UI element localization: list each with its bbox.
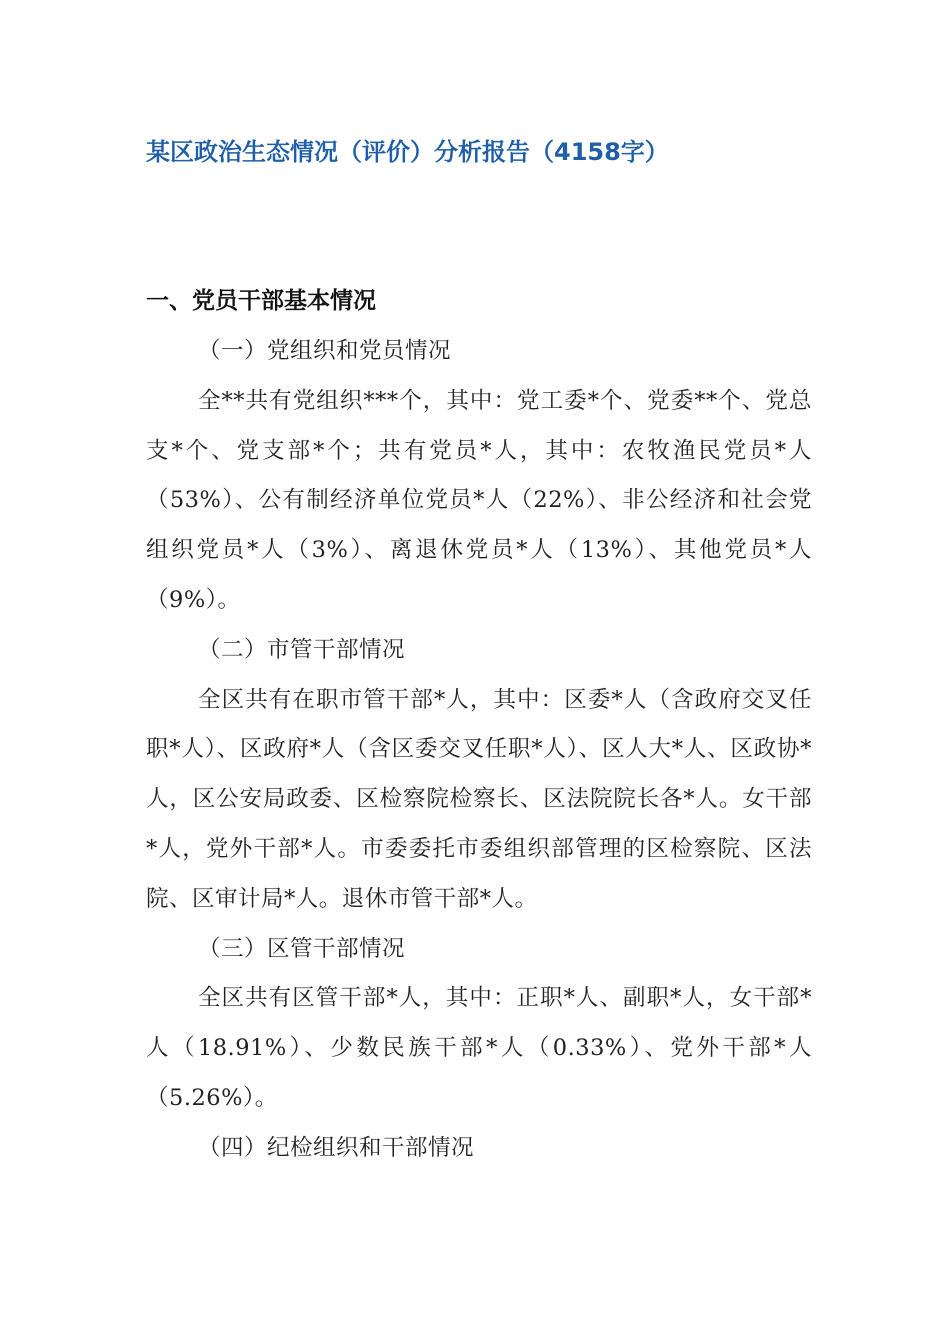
subsection-4-heading: （四）纪检组织和干部情况 (198, 1134, 475, 1161)
subsection-2-paragraph: 全区共有在职市管干部*人，其中：区委*人（含政府交叉任职*人）、区政府*人（含区委交叉任职*人）、区人大*人、区政协*人，区公安局政委、区检察院检察长、区法院院长各*人。女干部*人，党外干部*人。市委委托市委组织部管理的区检察院、区法院、区审计局*人。退休市管干部*人。 (146, 686, 812, 912)
subsection-3-paragraph: 全区共有区管干部*人，其中：正职*人、副职*人，女干部*人（18.91%）、少数民族干部*人（0.33%）、党外干部*人（5.26%）。 (146, 985, 812, 1111)
subsection-1-paragraph: 全**共有党组织***个，其中：党工委*个、党委**个、党总支*个、党支部*个；共有党员*人，其中：农牧渔民党员*人（53%）、公有制经济单位党员*人（22%）、非公经济和社会党组织党员*人（3%）、离退休党员*人（13%）、其他党员*人（9%）。 (146, 387, 812, 613)
subsection-2-heading: （二）市管干部情况 (198, 636, 406, 663)
document-body (146, 327, 812, 1174)
subsection-1-heading: （一）党组织和党员情况 (198, 338, 452, 364)
subsection-3-heading: （三）区管干部情况 (198, 935, 406, 962)
section-heading: 一、党员干部基本情况 (146, 288, 376, 314)
document-title: 某区政治生态情况（评价）分析报告（4158字） (146, 138, 669, 166)
